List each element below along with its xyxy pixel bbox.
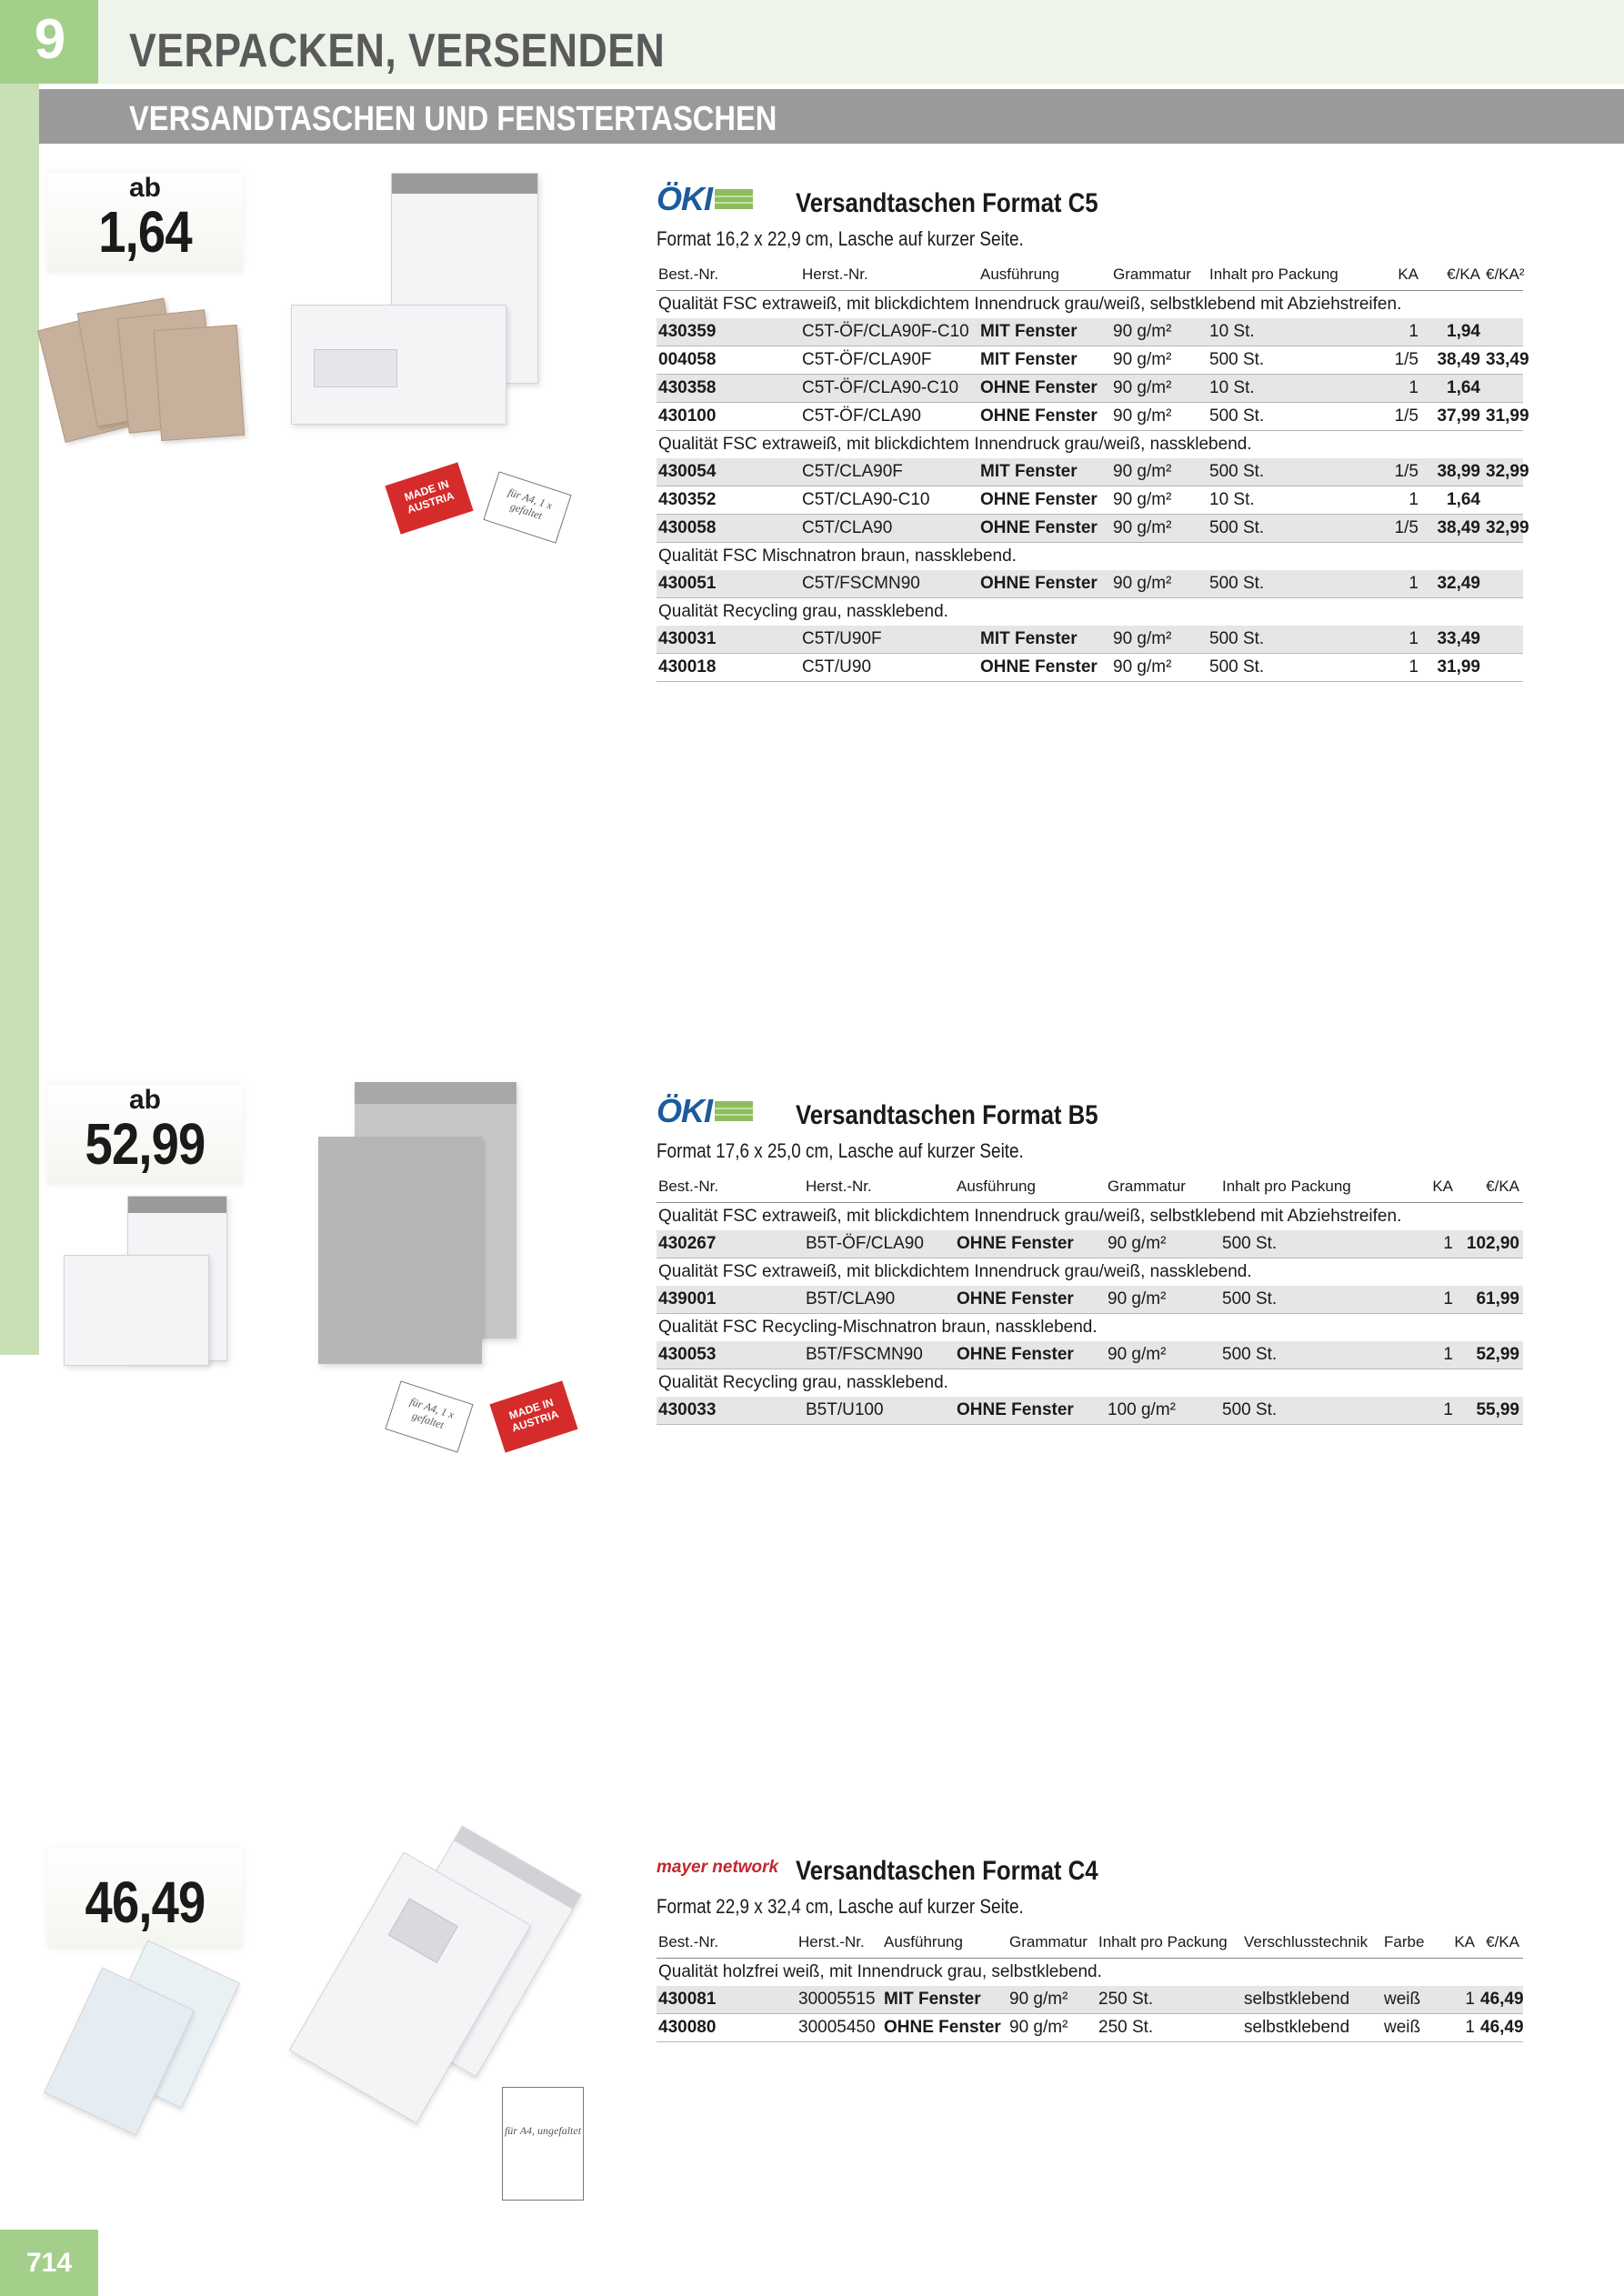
pack-content: 250 St. (1097, 1986, 1242, 2014)
price-ka: 46,49 (1479, 1986, 1523, 2014)
product-description: Format 17,6 x 25,0 cm, Lasche auf kurzer Seite. (657, 1139, 1024, 1162)
variant: MIT Fenster (978, 626, 1111, 654)
col-header: Verschlusstechnik (1242, 1927, 1382, 1959)
price-ka: 38,49 (1422, 346, 1484, 375)
manufacturer-number: C5T/FSCMN90 (800, 570, 978, 598)
price-prefix: ab (128, 173, 161, 203)
price-value: 52,99 (85, 1111, 206, 1177)
product-photo-white-envelopes (291, 168, 546, 427)
weight: 90 g/m² (1111, 318, 1208, 346)
col-header: Grammatur (1007, 1927, 1097, 1959)
variant: OHNE Fenster (978, 486, 1111, 515)
order-number: 430051 (657, 570, 800, 598)
price-ka: 55,99 (1457, 1397, 1523, 1425)
product-photo-white-envelopes (64, 1191, 232, 1369)
ka: 1 (1377, 626, 1422, 654)
manufacturer-number: B5T/FSCMN90 (804, 1341, 955, 1369)
table-row (657, 375, 1523, 403)
weight: 90 g/m² (1111, 458, 1208, 486)
variant: MIT Fenster (978, 318, 1111, 346)
logo-text: mayer network (657, 1858, 779, 1877)
order-number: 430081 (657, 1986, 797, 2014)
col-header: Inhalt pro Packung (1220, 1171, 1402, 1203)
pack-content: 500 St. (1208, 570, 1377, 598)
price-ka: 33,49 (1422, 626, 1484, 654)
manufacturer-number: C5T-ÖF/CLA90F-C10 (800, 318, 978, 346)
order-number: 430352 (657, 486, 800, 515)
weight: 90 g/m² (1106, 1286, 1220, 1314)
weight: 90 g/m² (1007, 2014, 1097, 2042)
price-ka: 31,99 (1422, 654, 1484, 682)
price-ka2 (1484, 375, 1523, 403)
ka: 1 (1402, 1397, 1457, 1425)
variant: OHNE Fenster (955, 1341, 1106, 1369)
variant: OHNE Fenster (955, 1397, 1106, 1425)
col-header: €/KA (1479, 1927, 1523, 1959)
fold-info-badge: für A4, ungefaltet (502, 2087, 584, 2201)
product-photo-white-envelopes (50, 1946, 241, 2128)
pack-content: 500 St. (1208, 626, 1377, 654)
manufacturer-number: C5T-ÖF/CLA90-C10 (800, 375, 978, 403)
table-row (657, 2014, 1523, 2042)
col-header: Grammatur (1106, 1171, 1220, 1203)
ka: 1 (1402, 1286, 1457, 1314)
color: weiß (1382, 2014, 1446, 2042)
col-header: Farbe (1382, 1927, 1446, 1959)
weight: 90 g/m² (1111, 654, 1208, 682)
product-title: Versandtaschen Format C5 (796, 188, 1098, 218)
variant: OHNE Fenster (882, 2014, 1007, 2042)
table-row (657, 1986, 1523, 2014)
order-number: 430100 (657, 403, 800, 431)
price-ka: 32,49 (1422, 570, 1484, 598)
product-title: Versandtaschen Format B5 (796, 1100, 1098, 1130)
oki-logo (657, 1092, 753, 1129)
price-ka2 (1484, 486, 1523, 515)
ka: 1 (1402, 1341, 1457, 1369)
order-number: 430359 (657, 318, 800, 346)
manufacturer-number: C5T/U90 (800, 654, 978, 682)
table-row (657, 458, 1523, 486)
pack-content: 250 St. (1097, 2014, 1242, 2042)
table-row (657, 1341, 1523, 1369)
col-header: Best.-Nr. (657, 1927, 797, 1959)
logo-text: ÖKI (657, 1092, 713, 1129)
col-header: KA (1402, 1171, 1457, 1203)
ka: 1 (1377, 375, 1422, 403)
made-in-austria-badge: MADE IN AUSTRIA (385, 462, 473, 534)
ka: 1 (1377, 654, 1422, 682)
price-value: 46,49 (85, 1870, 206, 1935)
table-header-row (657, 1927, 1523, 1959)
pack-content: 500 St. (1208, 346, 1377, 375)
price-tag (47, 173, 243, 273)
product-description: Format 22,9 x 32,4 cm, Lasche auf kurzer Seite. (657, 1895, 1024, 1918)
color: weiß (1382, 1986, 1446, 2014)
manufacturer-number: C5T-ÖF/CLA90F (800, 346, 978, 375)
quality-heading: Qualität FSC extraweiß, mit blickdichtem Innendruck grau/weiß, selbstklebend mit Abziehstreifen. (658, 295, 1402, 314)
quality-heading: Qualität FSC Recycling-Mischnatron braun, nassklebend. (658, 1318, 1098, 1337)
table-row (657, 626, 1523, 654)
pack-content: 500 St. (1220, 1341, 1402, 1369)
table-header-row (657, 259, 1523, 291)
weight: 90 g/m² (1106, 1230, 1220, 1258)
weight: 90 g/m² (1111, 375, 1208, 403)
made-in-austria-badge: MADE IN AUSTRIA (489, 1380, 577, 1452)
col-header: Herst.-Nr. (797, 1927, 882, 1959)
col-header: Inhalt pro Packung (1208, 259, 1377, 291)
order-number: 430054 (657, 458, 800, 486)
product-table (657, 1171, 1523, 1425)
order-number: 430033 (657, 1397, 804, 1425)
ka: 1 (1377, 570, 1422, 598)
ka: 1 (1446, 2014, 1479, 2042)
order-number: 430018 (657, 654, 800, 682)
col-header: Ausführung (955, 1171, 1106, 1203)
col-header: Herst.-Nr. (800, 259, 978, 291)
variant: MIT Fenster (978, 458, 1111, 486)
table-row (657, 318, 1523, 346)
weight: 90 g/m² (1111, 515, 1208, 543)
weight: 90 g/m² (1007, 1986, 1097, 2014)
quality-heading: Qualität FSC extraweiß, mit blickdichtem Innendruck grau/weiß, nassklebend. (658, 1262, 1252, 1281)
order-number: 430053 (657, 1341, 804, 1369)
table-row (657, 346, 1523, 375)
col-header: Inhalt pro Packung (1097, 1927, 1242, 1959)
price-ka: 52,99 (1457, 1341, 1523, 1369)
price-ka: 46,49 (1479, 2014, 1523, 2042)
page-title: VERPACKEN, VERSENDEN (129, 25, 666, 77)
price-ka: 61,99 (1457, 1286, 1523, 1314)
price-ka: 102,90 (1457, 1230, 1523, 1258)
ka: 1/5 (1377, 346, 1422, 375)
product-description: Format 16,2 x 22,9 cm, Lasche auf kurzer Seite. (657, 227, 1024, 250)
ka: 1 (1377, 486, 1422, 515)
product-photo-c4-envelopes (273, 1846, 591, 2119)
table-row (657, 403, 1523, 431)
manufacturer-number: B5T/U100 (804, 1397, 955, 1425)
closure-type: selbstklebend (1242, 2014, 1382, 2042)
price-value: 1,64 (98, 199, 192, 265)
price-ka2 (1484, 626, 1523, 654)
price-ka2: 33,49 (1484, 346, 1523, 375)
col-header: €/KA (1422, 259, 1484, 291)
col-header: Grammatur (1111, 259, 1208, 291)
price-ka: 38,49 (1422, 515, 1484, 543)
col-header: KA (1446, 1927, 1479, 1959)
col-header: Best.-Nr. (657, 1171, 804, 1203)
pack-content: 10 St. (1208, 486, 1377, 515)
price-ka2 (1484, 654, 1523, 682)
col-header: Ausführung (978, 259, 1111, 291)
price-tag (47, 1849, 243, 1949)
manufacturer-number: 30005450 (797, 2014, 882, 2042)
variant: OHNE Fenster (978, 375, 1111, 403)
table-row (657, 1286, 1523, 1314)
col-header: €/KA (1457, 1171, 1523, 1203)
order-number: 430031 (657, 626, 800, 654)
table-row (657, 1230, 1523, 1258)
manufacturer-number: C5T/CLA90-C10 (800, 486, 978, 515)
price-ka: 1,94 (1422, 318, 1484, 346)
fold-info-badge: für A4, 1 x gefaltet (483, 471, 571, 543)
closure-type: selbstklebend (1242, 1986, 1382, 2014)
price-ka2 (1484, 318, 1523, 346)
quality-heading: Qualität FSC Mischnatron braun, nassklebend. (658, 546, 1017, 566)
variant: OHNE Fenster (978, 403, 1111, 431)
table-row (657, 570, 1523, 598)
ka: 1 (1377, 318, 1422, 346)
order-number: 439001 (657, 1286, 804, 1314)
logo-mark-icon (715, 189, 753, 209)
pack-content: 500 St. (1220, 1397, 1402, 1425)
manufacturer-number: 30005515 (797, 1986, 882, 2014)
quality-heading: Qualität FSC extraweiß, mit blickdichtem Innendruck grau/weiß, nassklebend. (658, 435, 1252, 454)
col-header: €/KA² (1484, 259, 1523, 291)
table-header-row (657, 1171, 1523, 1203)
col-header: KA (1377, 259, 1422, 291)
variant: MIT Fenster (882, 1986, 1007, 2014)
variant: OHNE Fenster (978, 515, 1111, 543)
ka: 1 (1446, 1986, 1479, 2014)
table-row (657, 486, 1523, 515)
product-photo-grey-envelopes (314, 1082, 518, 1369)
section-title: VERSANDTASCHEN UND FENSTERTASCHEN (129, 100, 777, 138)
product-photo-kraft-envelopes (50, 291, 250, 446)
price-ka: 1,64 (1422, 486, 1484, 515)
price-ka: 1,64 (1422, 375, 1484, 403)
order-number: 430080 (657, 2014, 797, 2042)
manufacturer-number: C5T/CLA90 (800, 515, 978, 543)
col-header: Herst.-Nr. (804, 1171, 955, 1203)
weight: 90 g/m² (1111, 570, 1208, 598)
product-table (657, 1927, 1523, 2042)
table-row (657, 654, 1523, 682)
manufacturer-number: C5T-ÖF/CLA90 (800, 403, 978, 431)
table-row (657, 515, 1523, 543)
page-number: 714 (25, 2248, 73, 2278)
product-table (657, 259, 1529, 682)
price-ka: 37,99 (1422, 403, 1484, 431)
fold-info-badge: für A4, 1 x gefaltet (385, 1380, 473, 1452)
chapter-number: 9 (34, 8, 65, 71)
side-color-strip (0, 0, 39, 1355)
mayer-network-logo (657, 1855, 778, 1880)
pack-content: 10 St. (1208, 375, 1377, 403)
pack-content: 500 St. (1208, 458, 1377, 486)
col-header: Ausführung (882, 1927, 1007, 1959)
quality-heading: Qualität Recycling grau, nassklebend. (658, 602, 948, 621)
pack-content: 10 St. (1208, 318, 1377, 346)
weight: 90 g/m² (1111, 486, 1208, 515)
quality-heading: Qualität Recycling grau, nassklebend. (658, 1373, 948, 1392)
price-ka2: 32,99 (1484, 458, 1523, 486)
order-number: 430267 (657, 1230, 804, 1258)
pack-content: 500 St. (1220, 1230, 1402, 1258)
quality-heading: Qualität FSC extraweiß, mit blickdichtem Innendruck grau/weiß, selbstklebend mit Abziehstreifen. (658, 1207, 1402, 1226)
pack-content: 500 St. (1208, 654, 1377, 682)
variant: OHNE Fenster (955, 1230, 1106, 1258)
price-tag (47, 1085, 243, 1185)
manufacturer-number: C5T/CLA90F (800, 458, 978, 486)
pack-content: 500 St. (1208, 515, 1377, 543)
logo-text: ÖKI (657, 180, 713, 217)
variant: MIT Fenster (978, 346, 1111, 375)
price-ka: 38,99 (1422, 458, 1484, 486)
quality-heading: Qualität holzfrei weiß, mit Innendruck grau, selbstklebend. (658, 1962, 1102, 1981)
variant: OHNE Fenster (978, 654, 1111, 682)
weight: 90 g/m² (1111, 403, 1208, 431)
price-ka2 (1484, 570, 1523, 598)
price-ka2: 31,99 (1484, 403, 1523, 431)
pack-content: 500 St. (1220, 1286, 1402, 1314)
col-header: Best.-Nr. (657, 259, 800, 291)
product-title: Versandtaschen Format C4 (796, 1856, 1098, 1886)
ka: 1/5 (1377, 515, 1422, 543)
weight: 100 g/m² (1106, 1397, 1220, 1425)
variant: OHNE Fenster (978, 570, 1111, 598)
ka: 1/5 (1377, 458, 1422, 486)
manufacturer-number: C5T/U90F (800, 626, 978, 654)
price-prefix: ab (128, 1085, 161, 1115)
weight: 90 g/m² (1106, 1341, 1220, 1369)
logo-mark-icon (715, 1101, 753, 1121)
order-number: 430358 (657, 375, 800, 403)
order-number: 004058 (657, 346, 800, 375)
manufacturer-number: B5T-ÖF/CLA90 (804, 1230, 955, 1258)
variant: OHNE Fenster (955, 1286, 1106, 1314)
order-number: 430058 (657, 515, 800, 543)
weight: 90 g/m² (1111, 346, 1208, 375)
oki-logo (657, 180, 753, 217)
pack-content: 500 St. (1208, 403, 1377, 431)
ka: 1 (1402, 1230, 1457, 1258)
ka: 1/5 (1377, 403, 1422, 431)
price-ka2: 32,99 (1484, 515, 1523, 543)
table-row (657, 1397, 1523, 1425)
weight: 90 g/m² (1111, 626, 1208, 654)
manufacturer-number: B5T/CLA90 (804, 1286, 955, 1314)
